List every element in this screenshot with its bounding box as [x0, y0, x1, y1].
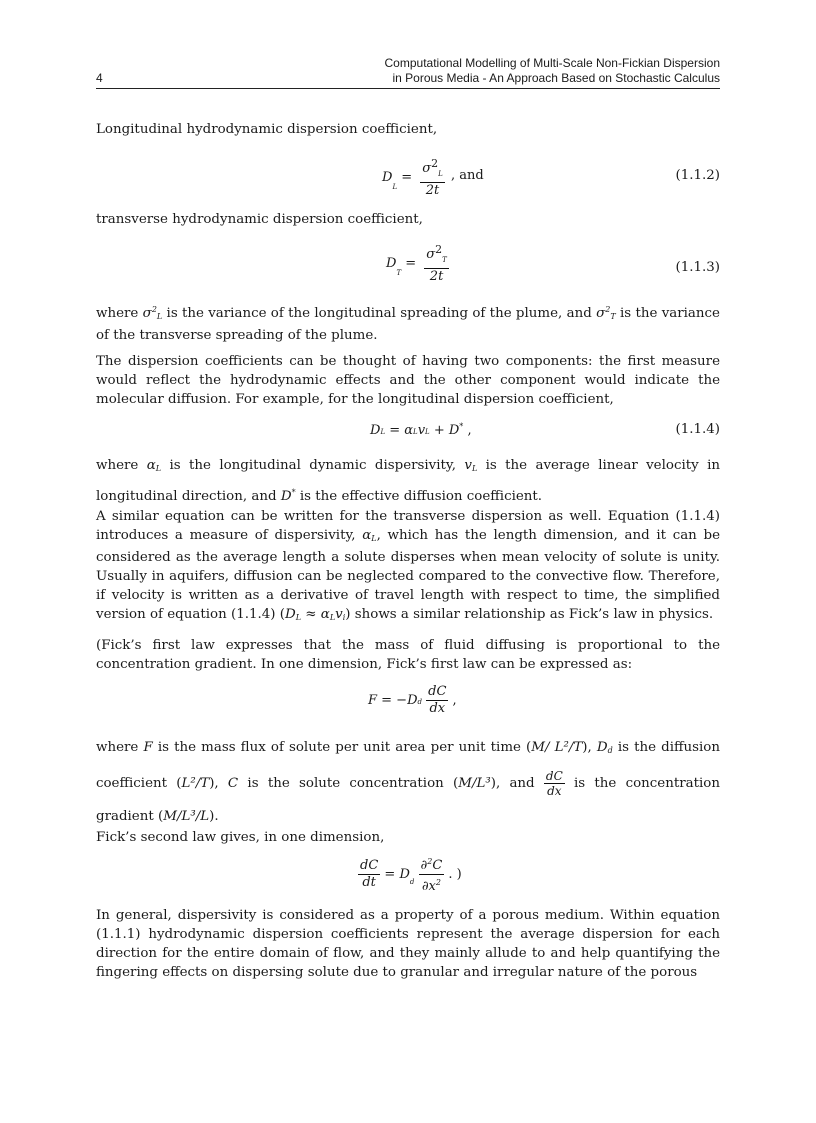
equation-1-1-3 [96, 236, 720, 290]
p8-h: is the concentration gradient ( [96, 776, 720, 824]
equation-fick-second [96, 852, 720, 896]
paragraph-4: The dispersion coefficients can be thought of having two components: the first measure would reflect the hydrodynamic effects and the other component would indicate the molecular diffusion. For example, for the longitudinal dispersion coefficient, [96, 354, 720, 407]
p5-d: is the effective diffusion coefficient. [299, 489, 543, 504]
header-title-line2: in Porous Media - An Approach Based on Stochastic Calculus [392, 71, 720, 85]
paragraph-1: Longitudinal hydrodynamic dispersion coefficient, [96, 122, 438, 137]
paragraph-5 [96, 454, 720, 509]
p8-d: is the diffusion coefficient ( [96, 740, 720, 791]
page-number: 4 [96, 71, 103, 85]
var-f: F [143, 740, 153, 755]
alpha-l: $\alpha_L$ [146, 458, 162, 473]
equation-1-1-4 [96, 420, 720, 444]
d-star: D* [280, 488, 296, 504]
p8-i: ). [209, 809, 219, 824]
p3-tail: is the variance of the transverse spreading of the plume. [96, 306, 720, 343]
equation-1-1-2 [96, 148, 720, 198]
p3-body: is the variance of the longitudinal spreading of the plume, and [166, 306, 592, 321]
header-rule [96, 88, 720, 89]
p5-b: is the longitudinal dynamic dispersivity, [169, 458, 456, 473]
simplified-relation: $D_L \approx \alpha_Lv_i$ [284, 607, 346, 622]
fick-second-formula: $\frac{dC}{dt}$ = $D_d$ $\frac{\partial^2C}{\partial x^2}$ . ) [358, 854, 462, 895]
paragraph-2: transverse hydrodynamic dispersion coefficient, [96, 212, 423, 227]
equation-fick-first [96, 682, 720, 724]
p8-e: ), [209, 776, 219, 791]
eq114-formula: DL = αLvL + D* , [370, 422, 472, 438]
p5-c: is the average linear velocity in longitudinal direction, and [96, 458, 720, 504]
eq113-formula: $D_T$ = $\frac{\sigma^2_T}{2t}$ [386, 243, 447, 284]
unit-mass-flux: M/ L²/T [531, 740, 583, 755]
eq113-label: (1.1.3) [675, 260, 720, 275]
p6-c: ) shows a similar relationship as Fick’s law in physics. [345, 607, 714, 622]
var-c: C [227, 776, 239, 791]
eq112-label: (1.1.2) [675, 168, 720, 183]
gradient-fraction: $\frac{dC}{dx}$ [545, 769, 563, 798]
p5-where: where [96, 458, 139, 473]
paragraph-8 [96, 731, 720, 833]
unit-diffusion: L²/T [181, 776, 210, 791]
p8-f: is the solute concentration ( [247, 776, 459, 791]
sigma-l-squared: $\sigma^2_L$ [142, 305, 163, 321]
running-header [260, 56, 720, 86]
p8-where: where [96, 740, 139, 755]
paragraph-10: In general, dispersivity is considered as a property of a porous medium. Within equation (1.1.1) hydrodynamic dispersion coefficients represent the average dispersion for each direction for the entire domain of flow, and they mainly allude to and help quantifying the fingering effects on dispersing solute due to granular and irregular nature of the porous [96, 908, 720, 980]
alpha-l-2: $\alpha_L$ [362, 528, 377, 543]
eq112-and: , and [451, 168, 484, 183]
p3-where: where [96, 306, 139, 321]
paragraph-3 [96, 300, 720, 345]
var-dd: $D_d$ [596, 740, 613, 755]
unit-concentration: M/L³ [458, 776, 491, 791]
eq112-formula: $D_L$ = $\frac{\sigma^2_L}{2t}$ [382, 157, 443, 198]
paragraph-6 [96, 507, 720, 627]
sigma-t-squared: $\sigma^2_T$ [596, 305, 616, 321]
p8-g: ), and [490, 776, 535, 791]
paragraph-7: (Fick’s first law expresses that the mass of fluid diffusing is proportional to the concentration gradient. In one dimension, Fick’s first law can be expressed as: [96, 638, 720, 672]
v-l: $v_L$ [464, 458, 478, 473]
unit-gradient: M/L³/L [163, 809, 210, 824]
p8-c: ), [582, 740, 592, 755]
eq114-label: (1.1.4) [675, 422, 720, 437]
p8-b: is the mass flux of solute per unit area per unit time ( [157, 740, 532, 755]
fick-first-formula: F = −Dd $\frac{dC}{dx}$ , [368, 684, 457, 716]
header-title-line1: Computational Modelling of Multi-Scale Non-Fickian Dispersion [384, 56, 720, 70]
p6-a: A similar equation can be written for the transverse dispersion as well. Equation (1.1.4) introduces a measure of dispersivity, [96, 509, 720, 543]
paragraph-9: Fick’s second law gives, in one dimension, [96, 830, 385, 845]
p6-b: , which has the length dimension, and it can be considered as the average length a solute disperses when mean velocity of solute is unity. Usually in aquifers, diffusion can be neglected compared to the convective flow. Therefore, if velocity is written as a derivative of travel length with respect to time, the simplified version of equation (1.1.4) ( [96, 528, 720, 622]
